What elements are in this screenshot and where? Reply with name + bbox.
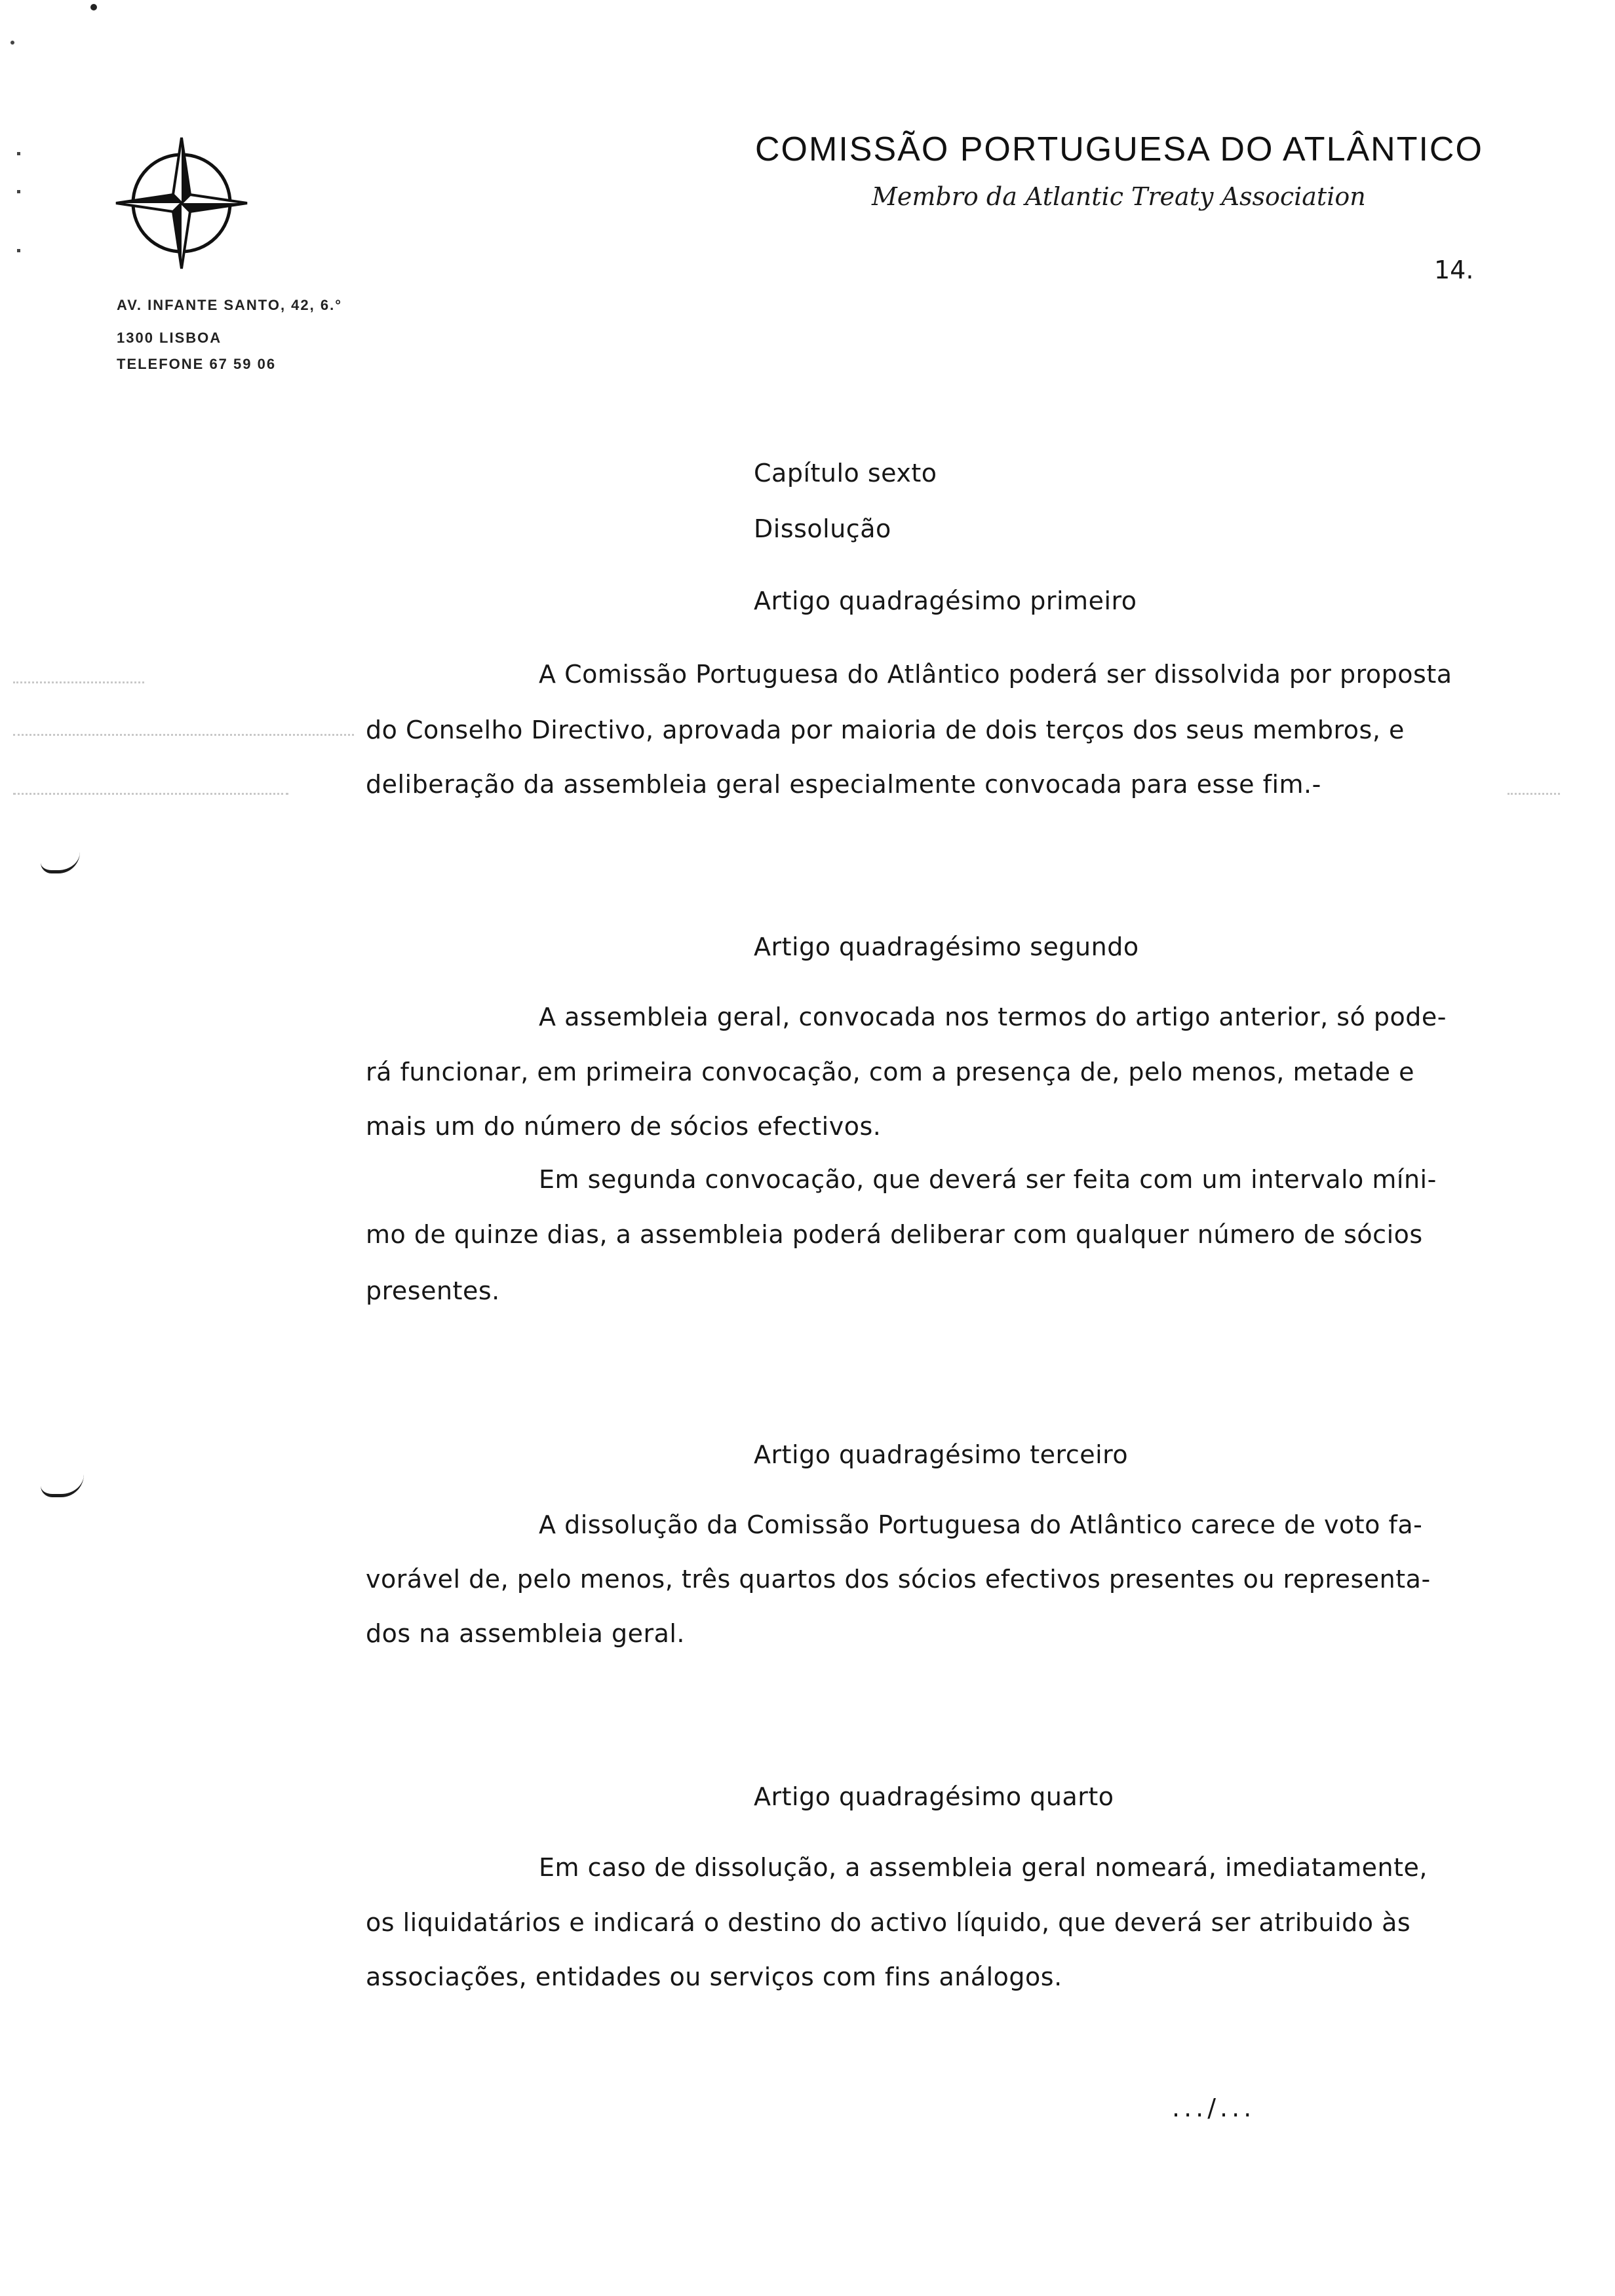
scan-noise	[1508, 793, 1560, 795]
article-heading: Artigo quadragésimo segundo	[754, 932, 1139, 961]
continuation-mark: .../...	[1172, 2094, 1256, 2122]
address-street: AV. INFANTE SANTO, 42, 6.°	[117, 297, 343, 313]
paragraph-line: rá funcionar, em primeira convocação, com a presença de, pelo menos, metade e	[366, 1058, 1415, 1086]
article-heading: Artigo quadragésimo quarto	[754, 1782, 1114, 1811]
address-city: 1300 LISBOA	[117, 330, 222, 346]
scan-bracket-mark	[41, 1474, 84, 1497]
paragraph-line: dos na assembleia geral.	[366, 1619, 685, 1648]
paragraph-line: mais um do número de sócios efectivos.	[366, 1112, 882, 1141]
paragraph-line: deliberação da assembleia geral especialmente convocada para esse fim.-	[366, 770, 1321, 799]
paragraph-line: A Comissão Portuguesa do Atlântico poderá ser dissolvida por proposta	[539, 660, 1452, 689]
scan-dot	[17, 249, 20, 252]
paragraph-line: Em segunda convocação, que deverá ser feita com um intervalo míni-	[539, 1165, 1437, 1194]
chapter-subtitle: Dissolução	[754, 514, 891, 543]
paragraph-line: A assembleia geral, convocada nos termos do artigo anterior, só pode-	[539, 1003, 1447, 1031]
scan-dot	[90, 4, 97, 10]
address-telephone: TELEFONE 67 59 06	[117, 356, 277, 372]
scan-noise	[13, 734, 354, 736]
page-number: 14.	[1434, 256, 1474, 284]
paragraph-line: associações, entidades ou serviços com fins análogos.	[366, 1962, 1062, 1991]
paragraph-line: presentes.	[366, 1276, 500, 1305]
paragraph-line: Em caso de dissolução, a assembleia geral nomeará, imediatamente,	[539, 1853, 1428, 1882]
scan-dot	[17, 152, 20, 155]
scan-dot	[10, 41, 14, 45]
paragraph-line: mo de quinze dias, a assembleia poderá deliberar com qualquer número de sócios	[366, 1220, 1423, 1249]
organization-name: COMISSÃO PORTUGUESA DO ATLÂNTICO	[755, 130, 1483, 168]
scan-noise	[13, 681, 144, 683]
compass-rose-emblem-icon	[113, 134, 250, 272]
paragraph-line: vorável de, pelo menos, três quartos dos sócios efectivos presentes ou representa-	[366, 1565, 1431, 1594]
paragraph-line: os liquidatários e indicará o destino do activo líquido, que deverá ser atribuido às	[366, 1908, 1411, 1937]
paragraph-line: A dissolução da Comissão Portuguesa do Atlântico carece de voto fa-	[539, 1510, 1423, 1539]
organization-subtitle: Membro da Atlantic Treaty Association	[872, 182, 1366, 211]
article-heading: Artigo quadragésimo terceiro	[754, 1440, 1129, 1469]
article-heading: Artigo quadragésimo primeiro	[754, 586, 1137, 615]
chapter-title: Capítulo sexto	[754, 459, 937, 488]
scan-noise	[13, 793, 288, 795]
paragraph-line: do Conselho Directivo, aprovada por maioria de dois terços dos seus membros, e	[366, 716, 1405, 744]
scan-bracket-mark	[41, 852, 80, 873]
scan-dot	[17, 190, 20, 193]
